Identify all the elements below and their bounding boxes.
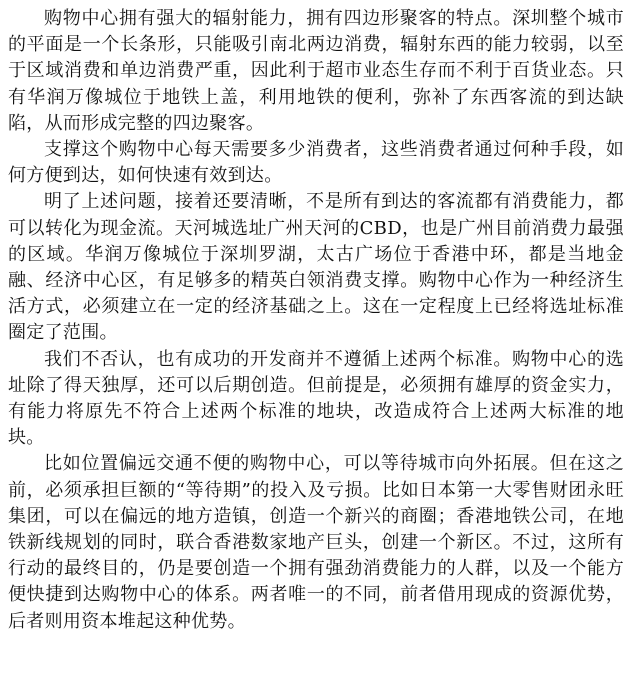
paragraph-2: 支撑这个购物中心每天需要多少消费者，这些消费者通过何种手段，如何方便到达，如何快速有效到达。 xyxy=(8,139,624,187)
paragraph-3: 明了上述问题，接着还要清晰，不是所有到达的客流都有消费能力，都可以转化为现金流。天河城选址广州天河的CBD，也是广州目前消费力最强的区域。华润万像城位于深圳罗湖，太古广场位于香港中环，都是当地金融、经济中心区，有足够多的精英白领消费支撑。购物中心作为一种经济生活方式，必须建立在一定的经济基础之上。这在一定程度上已经将选址标准圈定了范围。 xyxy=(8,191,624,344)
paragraph-4: 我们不否认，也有成功的开发商并不遵循上述两个标准。购物中心的选址除了得天独厚，还可以后期创造。但前提是，必须拥有雄厚的资金实力，有能力将原先不符合上述两个标准的地块，改造成符合上述两大标准的地块。 xyxy=(8,348,624,449)
paragraph-1: 购物中心拥有强大的辐射能力，拥有四边形聚客的特点。深圳整个城市的平面是一个长条形，只能吸引南北两边消费，辐射东西的能力较弱，以至于区域消费和单边消费严重，因此利于超市业态生存而不利于百货业态。只有华润万像城位于地铁上盖，利用地铁的便利，弥补了东西客流的到达缺陷，从而形成完整的四边聚客。 xyxy=(8,8,624,134)
paragraph-5: 比如位置偏远交通不便的购物中心，可以等待城市向外拓展。但在这之前，必须承担巨额的“等待期”的投入及亏损。比如日本第一大零售财团永旺集团，可以在偏远的地方造镇，创造一个新兴的商圈；香港地铁公司，在地铁新线规划的同时，联合香港数家地产巨头，创建一个新区。不过，这所有行动的最终目的，仍是要创造一个拥有强劲消费能力的人群，以及一个能方便快捷到达购物中心的体系。两者唯一的不同，前者借用现成的资源优势，后者则用资本堆起这种优势。 xyxy=(8,453,624,632)
